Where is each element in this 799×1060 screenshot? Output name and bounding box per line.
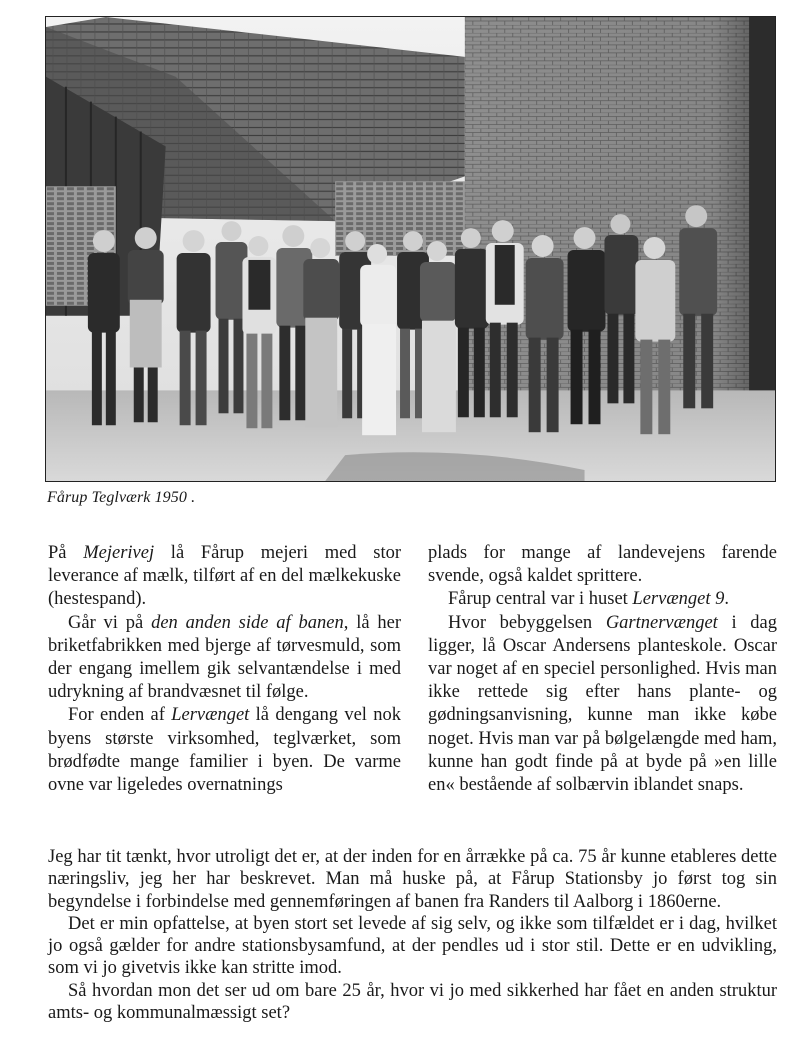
paragraph-briketfabrik: Går vi på den anden side af banen, lå her briketfabrikken med bjerge af tørvesmuld, som der engang imellem gik selvantændelse i med udrykning af brandvæsnet til følge. [48,612,401,703]
paragraph-opfattelse: Det er min opfattelse, at byen stort set levede af sig selv, og ikke som tilfældet er i dag, hvilket jo også gælder for andre stationsbysamfund, at der pendles ud i stor stil. Dette er en udvikling, som vi jo givetvis ikke kan stritte imod. [48,913,777,979]
paragraph-teglvaerket: For enden af Lervænget lå dengang vel nok byens største virksomhed, teglværket, som brødfødte mange familier i byen. De varme ovne var ligeledes overnatnings [48,705,401,796]
paragraph-central: Fårup central var i huset Lervænget 9. [448,589,730,610]
full-width-text [48,846,777,1024]
brickworks-workers-photo [46,17,775,481]
paragraph-fremtid: Så hvordan mon det ser ud om bare 25 år, hvor vi jo med sikkerhed har fået en anden struktur amts- og kommunalmæssigt set? [48,980,777,1024]
left-column [48,542,401,797]
paragraph-planteskole: Hvor bebyggelsen Gartnervænget i dag ligger, lå Oscar Andersens planteskole. Oscar var noget af en speciel personlighed. Hvis man ikke rettede sig efter hans plante- og gødningsanvisning, kunne man ikke købe noget. Hvis man var på bølgelængde med ham, kunne han godt finde på at byde på »en lille en« bestående af solbærvin iblandet snaps. [428,612,777,796]
paragraph-overnatning: plads for mange af landevejens farende svende, også kaldet sprittere. [428,543,777,587]
group-photo [45,16,776,482]
paragraph-naeringsliv: Jeg har tit tænkt, hvor utroligt det er, at der inden for en årrække på ca. 75 år kunne etableres dette næringsliv, jeg her har beskrevet. Man må huske på, at Fårup Stationsby jo først tog sin begyndelse i forbindelse med gennemføringen af banen fra Randers til Aalborg i 1860erne. [48,847,777,912]
paragraph-mejerivej: På Mejerivej lå Fårup mejeri med stor leverance af mælk, tilført af en del mælkekuske (hestespand). [48,543,402,610]
right-column [428,542,777,797]
photo-caption: Fårup Teglværk 1950 . [47,489,196,506]
